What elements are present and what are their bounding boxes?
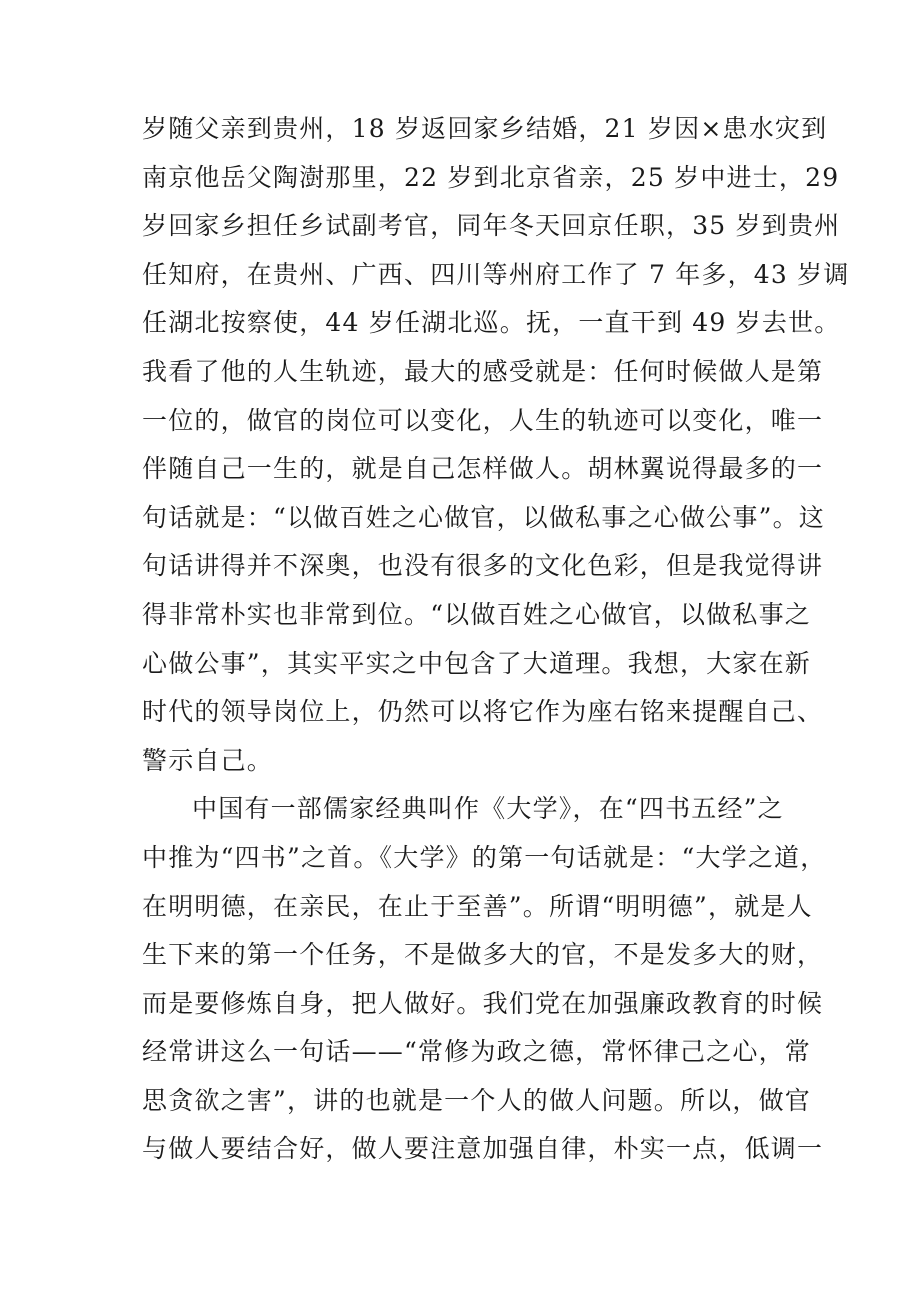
text-line: 得非常朴实也非常到位。“以做百姓之心做官，以做私事之 (142, 599, 811, 629)
text-line: 经常讲这么一句话——“常修为政之德，常怀律己之心，常 (142, 1037, 811, 1067)
body-text (142, 105, 850, 1174)
paragraph-start-line: 中国有一部儒家经典叫作《大学》，在“四书五经”之 (192, 794, 784, 824)
text-line: 句话讲得并不深奥，也没有很多的文化色彩，但是我觉得讲 (142, 551, 824, 581)
text-line: 句话就是：“以做百姓之心做官，以做私事之心做公事”。这 (142, 502, 825, 532)
text-line: 任知府，在贵州、广西、四川等州府工作了 7 年多，43 岁调 (142, 259, 850, 289)
text-line: 心做公事”，其实平实之中包含了大道理。我想，大家在新 (142, 648, 811, 678)
text-line: 南京他岳父陶澍那里，22 岁到北京省亲，25 岁中进士，29 (142, 162, 840, 192)
text-line: 岁随父亲到贵州，18 岁返回家乡结婚，21 岁因×患水灾到 (142, 114, 828, 143)
text-line: 时代的领导岗位上，仍然可以将它作为座右铭来提醒自己、 (142, 697, 824, 727)
text-line: 生下来的第一个任务，不是做多大的官，不是发多大的财， (142, 940, 824, 970)
text-line: 我看了他的人生轨迹，最大的感受就是：任何时候做人是第 (142, 356, 824, 386)
text-line: 中推为“四书”之首。《大学》的第一句话就是：“大学之道， (142, 842, 827, 872)
text-line: 一位的，做官的岗位可以变化，人生的轨迹可以变化，唯一 (142, 405, 824, 435)
text-line: 警示自己。 (142, 745, 274, 775)
text-line: 伴随自己一生的，就是自己怎样做人。胡林翼说得最多的一 (142, 454, 824, 484)
text-line: 与做人要结合好，做人要注意加强自律，朴实一点，低调一 (142, 1134, 824, 1164)
text-line: 在明明德，在亲民，在止于至善”。所谓“明明德”，就是人 (142, 891, 813, 921)
text-line: 岁回家乡担任乡试副考官，同年冬天回京任职，35 岁到贵州 (142, 211, 841, 241)
text-line: 思贪欲之害”，讲的也就是一个人的做人问题。所以，做官 (142, 1085, 811, 1115)
text-line: 任湖北按察使，44 岁任湖北巡。抚，一直干到 49 岁去世。 (142, 308, 841, 338)
text-line: 而是要修炼自身，把人做好。我们党在加强廉政教育的时候 (142, 988, 824, 1018)
